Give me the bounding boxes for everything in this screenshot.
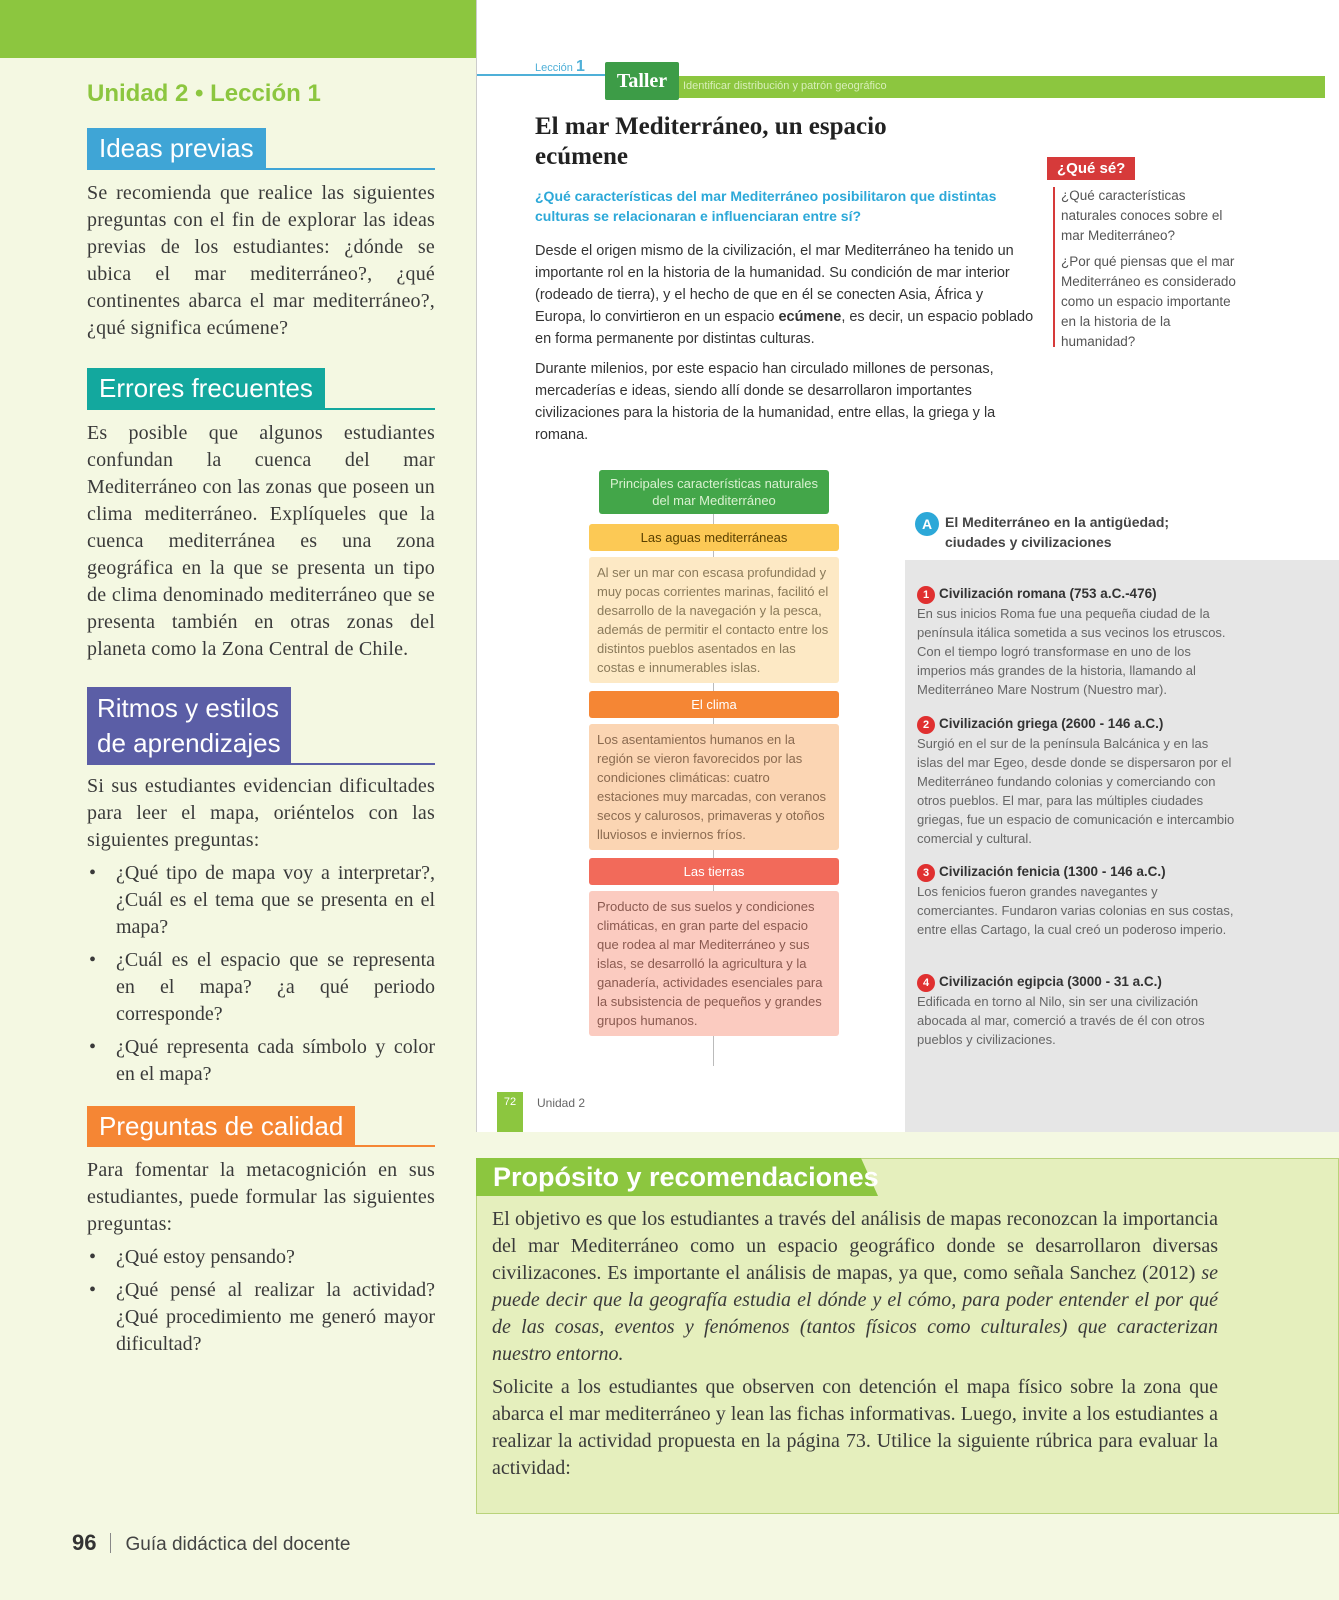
flow-text: Los asentamientos humanos en la región se vieron favorecidos por las condiciones climáticas: cuatro estaciones muy marcadas, con veranos secos y calurosos, primaveras y otoños lluviosos e inviernos fríos. [589, 724, 839, 850]
book-page-number: 72 [497, 1092, 523, 1132]
flow-category: El clima [589, 691, 839, 718]
civilization-entry: 3 Civilización fenicia (1300 - 146 a.C.) Los fenicios fueron grandes navegantes y comerciantes. Fundaron varias colonias en sus costas, entre ellas Cartago, la cual creó un poderoso imperio. [917, 864, 1234, 937]
page-number: 96 [72, 1530, 97, 1555]
list-item: • ¿Cuál es el espacio que se representa en el mapa? ¿a qué periodo corresponde? [87, 947, 435, 1028]
number-badge-icon: 2 [917, 716, 935, 734]
que-se-tag: ¿Qué sé? [1047, 157, 1135, 180]
proposito-body [492, 1206, 1218, 1488]
taller-band: Identificar distribución y patrón geográfico [605, 76, 1325, 98]
flow-text: Producto de sus suelos y condiciones climáticas, en gran parte del espacio que rodea al mar Mediterráneo y sus islas, se desarrolló la agricultura y la ganadería, actividades esenciales para la subsistencia de pequeños y grandes grupos humanos. [589, 891, 839, 1036]
que-se-question: ¿Qué características naturales conoces sobre el mar Mediterráneo? [1061, 188, 1223, 243]
section-rule [87, 763, 435, 765]
ritmos-estilos-header [87, 687, 435, 765]
list-item: • ¿Qué tipo de mapa voy a interpretar?, ¿Cuál es el tema que se presenta en el mapa? [87, 860, 435, 941]
taller-tab: Taller [605, 62, 679, 100]
lesson-label: Lección 1 [535, 58, 585, 75]
preguntas-calidad-title: Preguntas de calidad [87, 1106, 355, 1148]
page-footer [72, 1530, 350, 1556]
preguntas-calidad-header [87, 1106, 435, 1148]
section-rule [87, 168, 435, 170]
errores-frecuentes-header [87, 368, 435, 410]
proposito-header [476, 1158, 896, 1196]
section-a-icon: A [915, 512, 939, 536]
ideas-previas-title: Ideas previas [87, 128, 266, 170]
book-paragraph-1: Desde el origen mismo de la civilización, el mar Mediterráneo ha tenido un importante rol en la historia de la humanidad. Su condición de mar interior (rodeado de tierra), y el hecho de que en él se conecten Asia, África y Europa, lo convirtieron en un espacio ecúmene, es decir, un espacio poblado en forma permanente por distintas culturas. [535, 243, 1034, 347]
left-column [87, 80, 435, 1364]
que-se-question: ¿Por qué piensas que el mar Mediterráneo es considerado como un espacio importante en la historia de la humanidad? [1061, 254, 1236, 349]
number-badge-icon: 3 [917, 864, 935, 882]
preguntas-bullet-list [87, 1244, 435, 1358]
book-question: ¿Qué características del mar Mediterráneo posibilitaron que distintas culturas se relacionaran e influenciaran entre sí? [535, 188, 997, 224]
civilization-entry: 2 Civilización griega (2600 - 146 a.C.) Surgió en el sur de la península Balcánica y en las islas del mar Egeo, desde donde se dispersaron por el Mediterráneo fundando colonias y comerciando con otros pueblos. El mar, para las múltiples ciudades griegas, fue un espacio de comunicación e intercambio comercial y cultural. [917, 716, 1235, 846]
proposito-paragraph-2: Solicite a los estudiantes que observen con detención el mapa físico sobre la zona que abarca el mar mediterráneo y lean las fichas informativas. Luego, invite a los estudiantes a realizar la actividad propuesta en la página 73. Utilice la siguiente rúbrica para evaluar la actividad: [492, 1376, 1218, 1479]
civilizations-heading: A El Mediterráneo en la antigüedad; ciudades y civilizaciones [915, 512, 1169, 552]
ritmos-estilos-text: Si sus estudiantes evidencian dificultades para leer el mapa, oriéntelos con las siguientes preguntas: [87, 774, 435, 851]
preguntas-calidad-text: Para fomentar la metacognición en sus estudiantes, puede formular las siguientes preguntas: [87, 1159, 435, 1236]
list-item: • ¿Qué representa cada símbolo y color en el mapa? [87, 1034, 435, 1088]
flow-category: Las aguas mediterráneas [589, 524, 839, 551]
textbook-page-image [476, 0, 1339, 1132]
book-title: El mar Mediterráneo, un espacio ecúmene [535, 113, 887, 170]
list-item: • ¿Qué estoy pensando? [87, 1244, 435, 1271]
book-paragraph-2: Durante milenios, por este espacio han circulado millones de personas, mercaderías e ideas, siendo allí donde se desarrollaron importantes civilizaciones para la historia de la humanidad, entre ellas, la griega y la romana. [535, 361, 996, 443]
list-item: • ¿Qué pensé al realizar la actividad? ¿Qué procedimiento me generó mayor dificultad? [87, 1277, 435, 1358]
unit-lesson-title: Unidad 2 • Lección 1 [87, 80, 321, 107]
book-page-unit: Unidad 2 [537, 1096, 586, 1110]
ritmos-estilos-title: Ritmos y estilos de aprendizajes [87, 687, 291, 765]
civilization-entry: 1 Civilización romana (753 a.C.-476) En sus inicios Roma fue una pequeña ciudad de la península itálica sometida a sus vecinos los etruscos. Con el tiempo logró transformase en uno de los imperios más grandes de la historia, llamando al Mediterráneo Mare Nostrum (Nuestro mar). [917, 586, 1226, 697]
flow-text: Al ser un mar con escasa profundidad y muy pocas corrientes marinas, facilitó el desarrollo de la navegación y la pesca, además de permitir el contacto entre los distintos pueblos asentados en las costas e innumerables islas. [589, 557, 839, 683]
flow-head: Principales características naturales del mar Mediterráneo [599, 470, 829, 514]
que-se-box [1047, 157, 1237, 352]
characteristics-flowchart [589, 470, 839, 1044]
section-rule [87, 408, 435, 410]
footer-label: Guía didáctica del docente [125, 1534, 351, 1555]
top-color-bar [0, 0, 476, 58]
errores-frecuentes-text: Es posible que algunos estudiantes confundan la cuenca del mar Mediterráneo con las zonas que poseen un clima mediterráneo. Explíqueles que la cuenca mediterránea es una zona geográfica en la que se presenta un tipo de clima denominado mediterráneo que se presenta también en otras zonas del planeta como la Zona Central de Chile. [87, 421, 435, 660]
que-se-bar [1053, 187, 1055, 347]
proposito-title: Propósito y recomendaciones [493, 1162, 879, 1192]
section-rule [87, 1145, 435, 1147]
civilization-entry: 4 Civilización egipcia (3000 - 31 a.C.) Edificada en torno al Nilo, sin ser una civilización abocada al mar, comerció a través de él con otros pueblos y civilizaciones. [917, 974, 1205, 1047]
number-badge-icon: 1 [917, 586, 935, 604]
ideas-previas-header [87, 128, 435, 170]
footer-divider [110, 1533, 111, 1553]
ideas-previas-text: Se recomienda que realice las siguientes preguntas con el fin de explorar las ideas previas de los estudiantes: ¿dónde se ubica el mar mediterráneo?, ¿qué continentes abarca el mar mediterráneo?, ¿qué significa ecúmene? [87, 181, 435, 339]
proposito-paragraph-1: El objetivo es que los estudiantes a través del análisis de mapas reconozcan la importancia del mar Mediterráneo como un espacio geográfico donde se desarrollaron diversas civilizacones. Es importante el análisis de mapas, ya que, como señala Sanchez (2012) se puede decir que la geografía estudia el dónde y el cómo, para poder entender el por qué de las cosas, eventos y fenómenos (tantos físicos como culturales) que caracterizan nuestro entorno. [492, 1208, 1218, 1365]
flow-category: Las tierras [589, 858, 839, 885]
ritmos-bullet-list [87, 860, 435, 1088]
errores-frecuentes-title: Errores frecuentes [87, 368, 325, 410]
number-badge-icon: 4 [917, 974, 935, 992]
